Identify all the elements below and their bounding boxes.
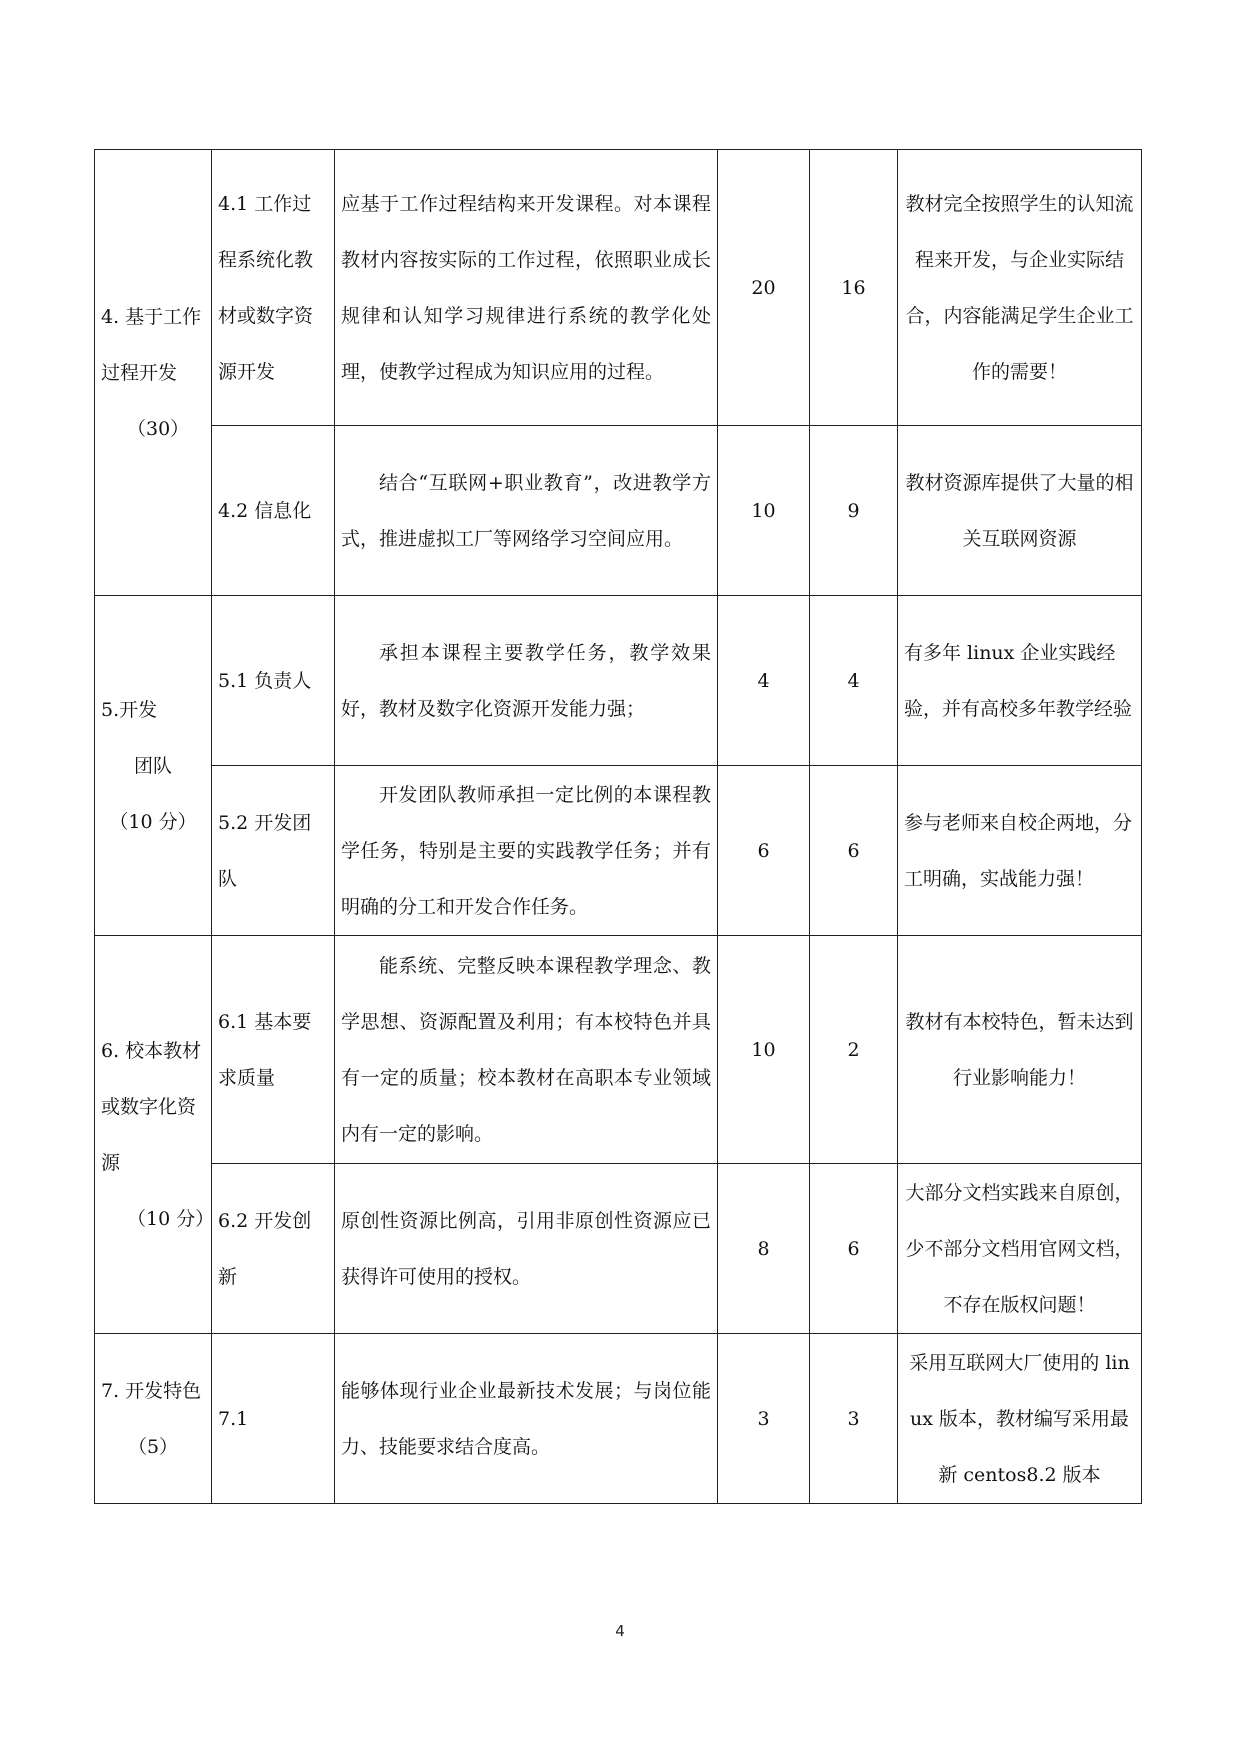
score-cell: 4 [810, 596, 898, 766]
max-score-cell: 10 [718, 936, 810, 1164]
item-cell: 6.1 基本要求质量 [212, 936, 335, 1164]
description-cell: 应基于工作过程结构来开发课程。对本课程教材内容按实际的工作过程，依照职业成长规律和认知学习规律进行系统的教学化处理，使教学过程成为知识应用的过程。 [335, 150, 718, 426]
evaluation-table [94, 149, 1142, 1504]
comment-cell: 教材有本校特色，暂未达到行业影响能力！ [898, 936, 1142, 1164]
category-cell [95, 936, 215, 1334]
score-cell: 6 [810, 766, 898, 936]
comment-cell: 有多年 linux 企业实践经验，并有高校多年教学经验 [898, 596, 1142, 766]
max-score-cell: 4 [718, 596, 810, 766]
max-score-cell: 10 [718, 426, 810, 596]
category-cell [95, 150, 212, 596]
description-cell: 结合“互联网+职业教育”，改进教学方式，推进虚拟工厂等网络学习空间应用。 [335, 426, 718, 596]
category-title: 6. 校本教材或数字化资源 [101, 1039, 202, 1174]
score-cell: 16 [810, 150, 898, 426]
item-cell: 5.1 负责人 [212, 596, 335, 766]
table-row [95, 150, 1142, 426]
table-row [95, 1334, 1142, 1504]
score-cell: 2 [810, 936, 898, 1164]
max-score-cell: 8 [718, 1164, 810, 1334]
category-title: 4. 基于工作过程开发 [101, 305, 202, 384]
category-title-line2: 团队 [133, 754, 172, 777]
score-cell: 9 [810, 426, 898, 596]
category-cell [95, 1334, 212, 1504]
max-score-cell: 6 [718, 766, 810, 936]
category-score: （30） [127, 417, 190, 440]
score-cell: 6 [810, 1164, 898, 1334]
table-row [95, 426, 1142, 596]
max-score-cell: 20 [718, 150, 810, 426]
description-cell: 原创性资源比例高，引用非原创性资源应已获得许可使用的授权。 [335, 1164, 718, 1334]
comment-cell: 采用互联网大厂使用的 linux 版本，教材编写采用最新 centos8.2 版本 [898, 1334, 1142, 1504]
description-cell: 能系统、完整反映本课程教学理念、教学思想、资源配置及利用；有本校特色并具有一定的质量；校本教材在高职本专业领域内有一定的影响。 [335, 936, 718, 1164]
max-score-cell: 3 [718, 1334, 810, 1504]
description-cell: 开发团队教师承担一定比例的本课程教学任务，特别是主要的实践教学任务；并有明确的分工和开发合作任务。 [335, 766, 718, 936]
page-number: 4 [615, 1622, 625, 1640]
item-cell: 6.2 开发创新 [212, 1164, 335, 1334]
table-row [95, 596, 1142, 766]
item-cell: 4.2 信息化 [212, 426, 335, 596]
description-cell: 能够体现行业企业最新技术发展；与岗位能力、技能要求结合度高。 [335, 1334, 718, 1504]
category-score: （10 分） [127, 1207, 215, 1230]
category-cell [95, 596, 212, 936]
description-cell: 承担本课程主要教学任务，教学效果好，教材及数字化资源开发能力强； [335, 596, 718, 766]
score-cell: 3 [810, 1334, 898, 1504]
comment-cell: 大部分文档实践来自原创，少不部分文档用官网文档，不存在版权问题！ [898, 1164, 1142, 1334]
table-row [95, 1164, 1142, 1334]
category-score: （5） [127, 1435, 179, 1458]
category-score: （10 分） [109, 810, 197, 833]
comment-cell: 参与老师来自校企两地，分工明确，实战能力强！ [898, 766, 1142, 936]
table-row [95, 766, 1142, 936]
item-cell: 5.2 开发团队 [212, 766, 335, 936]
item-cell: 4.1 工作过程系统化教材或数字资源开发 [212, 150, 335, 426]
category-title: 5.开发 [101, 698, 158, 721]
table-row [95, 936, 1142, 1164]
item-cell: 7.1 [212, 1334, 335, 1504]
comment-cell: 教材资源库提供了大量的相关互联网资源 [898, 426, 1142, 596]
category-title: 7. 开发特色 [101, 1379, 202, 1402]
comment-cell: 教材完全按照学生的认知流程来开发，与企业实际结合，内容能满足学生企业工作的需要！ [898, 150, 1142, 426]
